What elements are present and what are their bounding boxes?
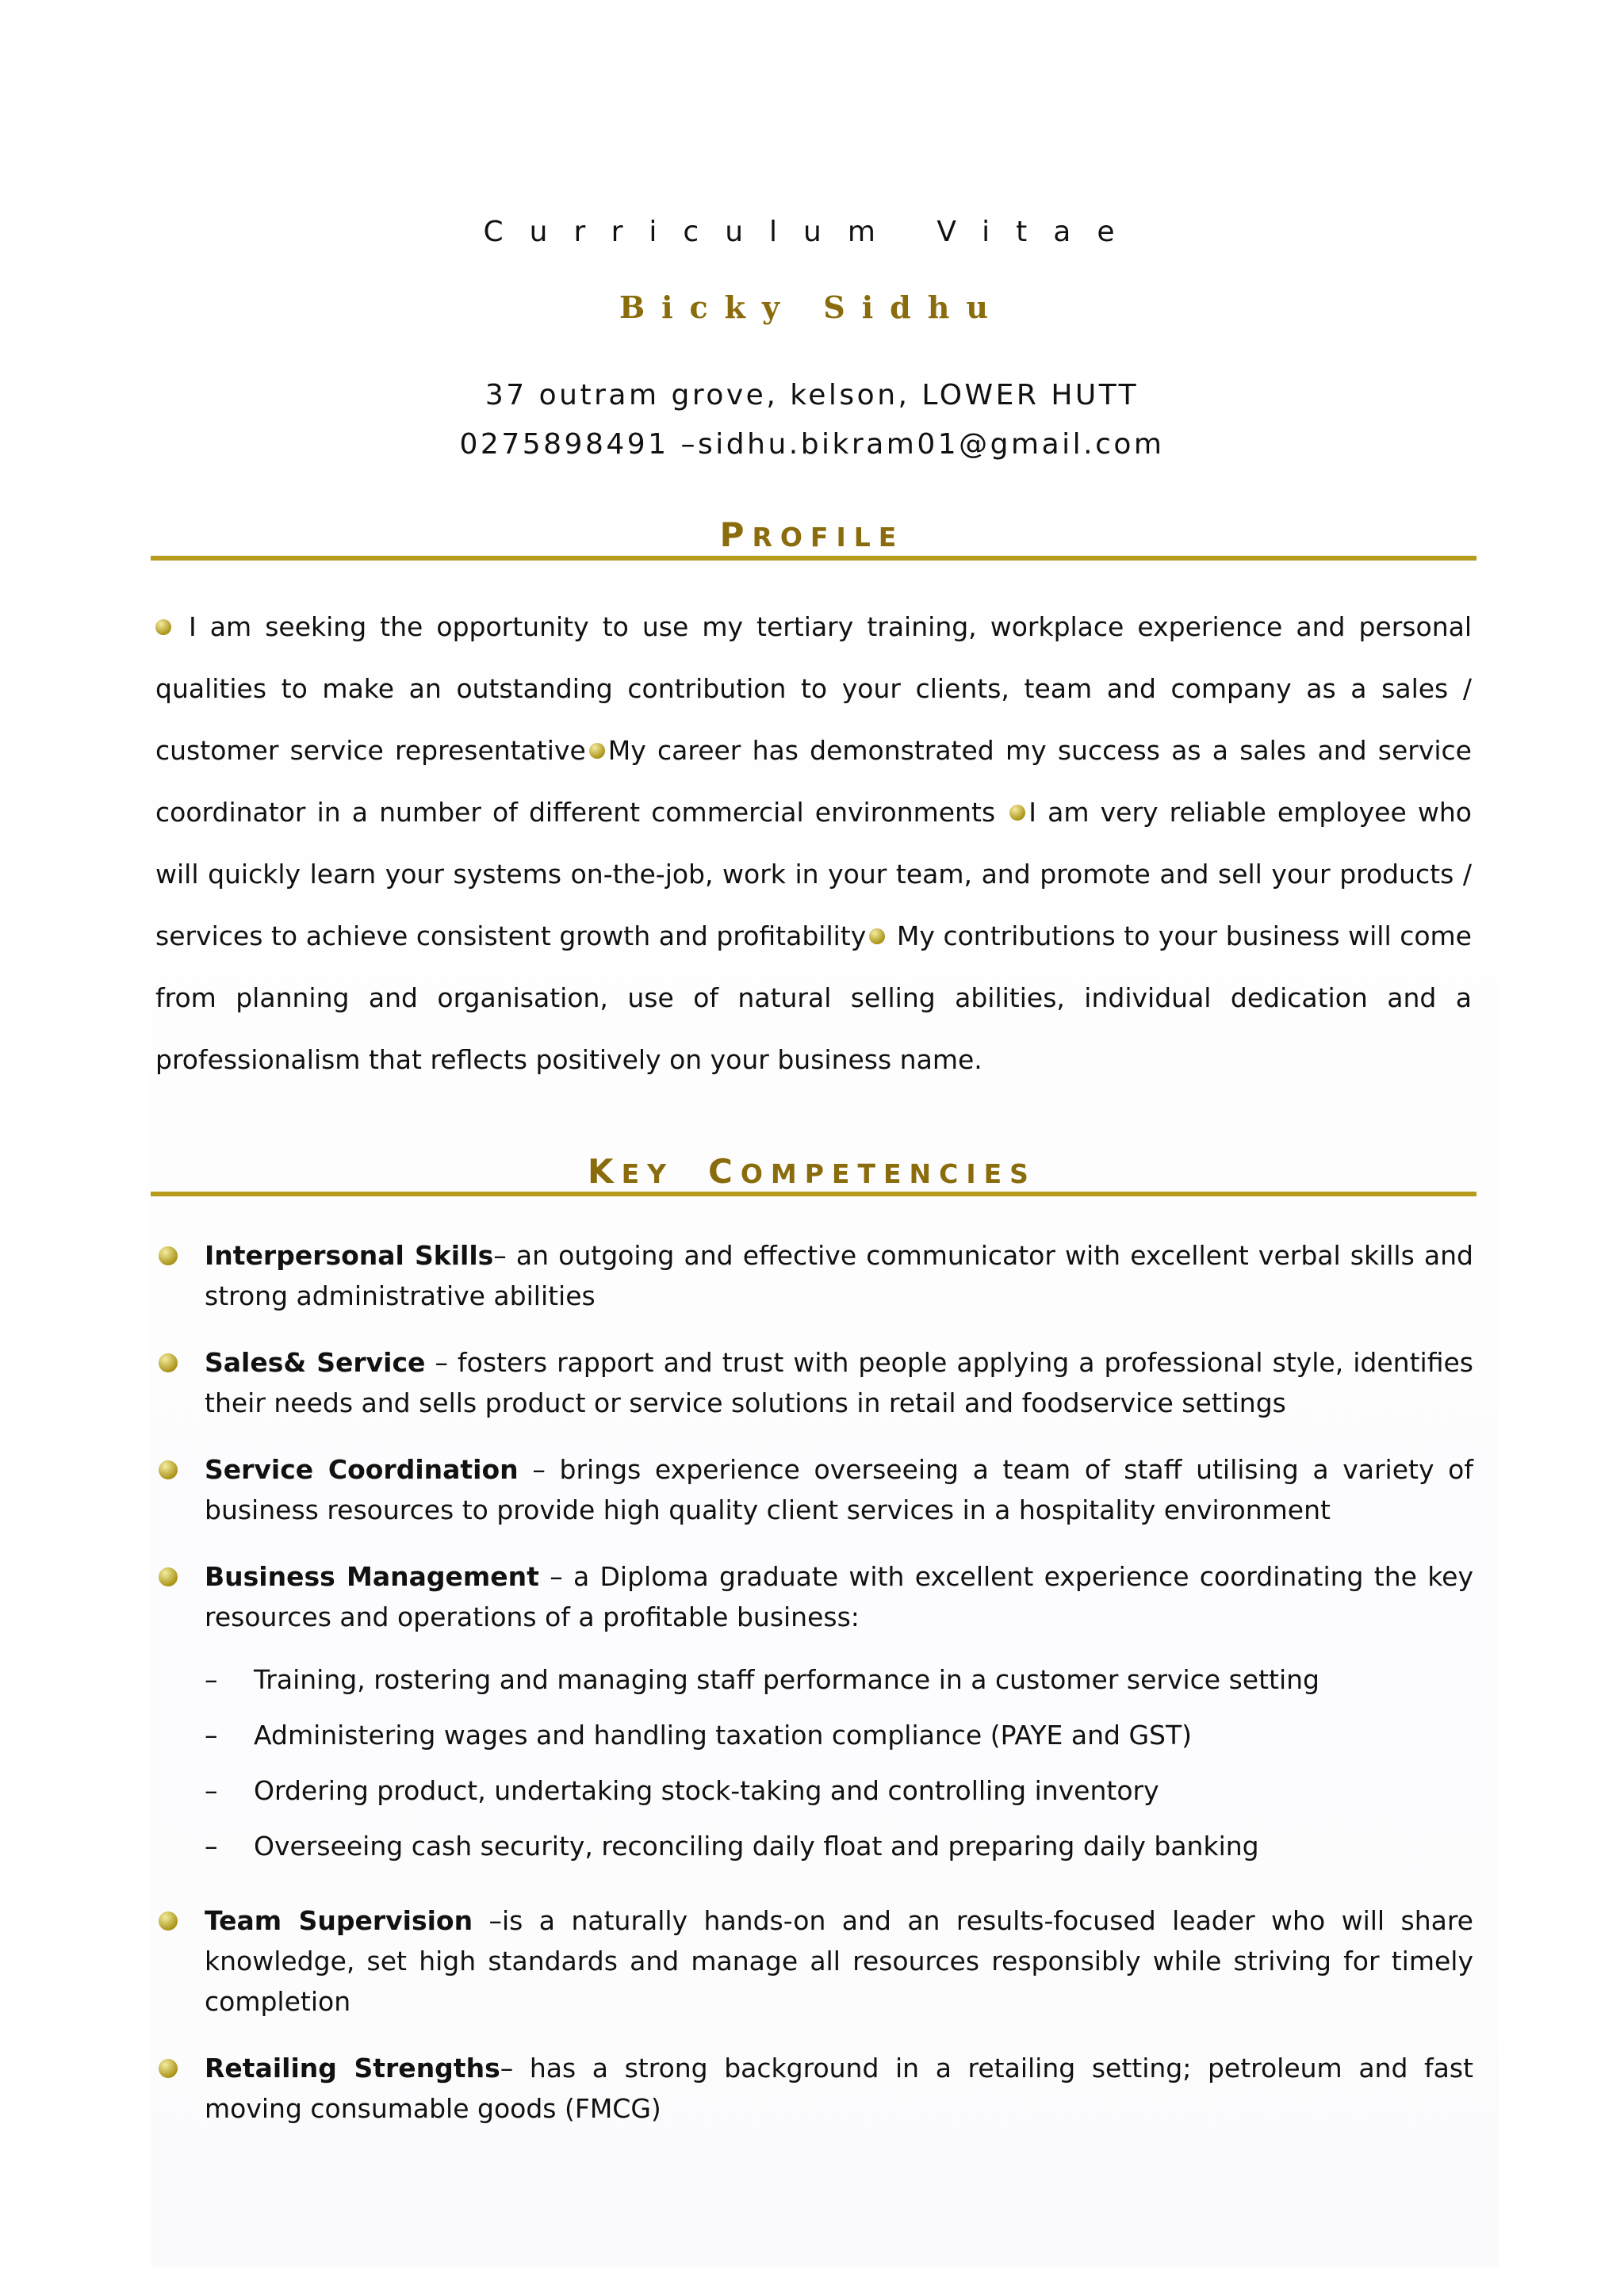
competencies-heading-initial: K bbox=[588, 1152, 622, 1191]
sub-list-text: Ordering product, undertaking stock-taking and controlling inventory bbox=[254, 1775, 1159, 1806]
profile-heading-rest: ROFILE bbox=[752, 522, 905, 553]
competency-title: Sales& Service bbox=[205, 1347, 426, 1378]
competency-item bbox=[155, 1556, 1473, 1874]
competency-item bbox=[155, 1235, 1473, 1316]
competencies-list bbox=[155, 1235, 1473, 2155]
bullet-icon bbox=[159, 1460, 178, 1479]
competencies-divider bbox=[151, 1192, 1477, 1196]
bullet-icon bbox=[1009, 805, 1025, 821]
competency-item bbox=[155, 1342, 1473, 1423]
sub-list-item bbox=[205, 1652, 1473, 1708]
competency-description: – fosters rapport and trust with people applying a professional style, identifies their needs and sells product or service solutions in retail and foodservice settings bbox=[205, 1347, 1473, 1418]
competency-item bbox=[155, 1449, 1473, 1530]
competency-title: Interpersonal Skills bbox=[205, 1240, 494, 1271]
dash-icon: – bbox=[205, 1831, 218, 1862]
dash-icon: – bbox=[205, 1720, 218, 1751]
candidate-name: Bicky Sidhu bbox=[619, 289, 1005, 325]
competencies-heading-word: OMPETENCIES bbox=[740, 1158, 1036, 1189]
profile-divider bbox=[151, 556, 1477, 561]
competency-title: Team Supervision bbox=[205, 1905, 473, 1936]
competency-item bbox=[155, 2048, 1473, 2129]
profile-heading bbox=[0, 515, 1624, 554]
sub-list-item bbox=[205, 1763, 1473, 1819]
business-management-sublist bbox=[205, 1652, 1473, 1874]
competency-description: – brings experience overseeing a team of staff utilising a variety of business resources to provide high quality client services in a hospitality environment bbox=[205, 1454, 1473, 1525]
competency-title: Retailing Strengths bbox=[205, 2053, 500, 2084]
competencies-heading-word: EY bbox=[621, 1158, 675, 1189]
document-title: Curriculum Vitae bbox=[483, 216, 1141, 248]
sub-list-item bbox=[205, 1819, 1473, 1874]
competency-item bbox=[155, 1900, 1473, 2022]
contact-line: 0275898491 –sidhu.bikram01@gmail.com bbox=[459, 428, 1165, 461]
bullet-icon bbox=[155, 619, 171, 635]
profile-sentence: I am seeking the opportunity to use my tertiary training, workplace experience and personal qualities to make an outstanding contribution to your clients, team and company as a sales / customer service representative bbox=[155, 611, 1472, 766]
address-line: 37 outram grove, kelson, LOWER HUTT bbox=[485, 379, 1139, 411]
dash-icon: – bbox=[205, 1664, 218, 1695]
profile-sentence: My contributions to your business will come from planning and organisation, use of natural selling abilities, individual dedication and a professionalism that reflects positively on your business name. bbox=[155, 920, 1472, 1075]
profile-sentence: I am very reliable employee who will quickly learn your systems on-the-job, work in your team, and promote and sell your products / services to achieve consistent growth and profitability bbox=[155, 797, 1472, 951]
bullet-icon bbox=[159, 2059, 178, 2078]
competency-description: – an outgoing and effective communicator with excellent verbal skills and strong administrative abilities bbox=[205, 1240, 1473, 1311]
profile-sentence: My career has demonstrated my success as a sales and service coordinator in a number of different commercial environments bbox=[155, 735, 1472, 828]
competency-title: Business Management bbox=[205, 1561, 539, 1592]
sub-list-text: Overseeing cash security, reconciling daily float and preparing daily banking bbox=[254, 1831, 1259, 1862]
bullet-icon bbox=[159, 1911, 178, 1931]
competency-description: – has a strong background in a retailing setting; petroleum and fast moving consumable goods (FMCG) bbox=[205, 2053, 1473, 2124]
bullet-icon bbox=[159, 1246, 178, 1265]
competencies-heading-initial: C bbox=[708, 1152, 741, 1191]
profile-paragraph bbox=[155, 596, 1472, 1091]
competency-description: –is a naturally hands-on and an results-focused leader who will share knowledge, set high standards and manage all resources responsibly while striving for timely completion bbox=[205, 1905, 1473, 2017]
bullet-icon bbox=[869, 928, 885, 944]
dash-icon: – bbox=[205, 1775, 218, 1806]
competency-title: Service Coordination bbox=[205, 1454, 519, 1485]
sub-list-text: Administering wages and handling taxation compliance (PAYE and GST) bbox=[254, 1720, 1193, 1751]
competency-description: – a Diploma graduate with excellent experience coordinating the key resources and operations of a profitable business: bbox=[205, 1561, 1473, 1632]
sub-list-text: Training, rostering and managing staff performance in a customer service setting bbox=[254, 1664, 1320, 1695]
bullet-icon bbox=[159, 1353, 178, 1372]
bullet-icon bbox=[159, 1567, 178, 1586]
sub-list-item bbox=[205, 1708, 1473, 1763]
competencies-heading bbox=[0, 1152, 1624, 1191]
profile-heading-initial: P bbox=[719, 515, 753, 554]
bullet-icon bbox=[589, 743, 605, 759]
